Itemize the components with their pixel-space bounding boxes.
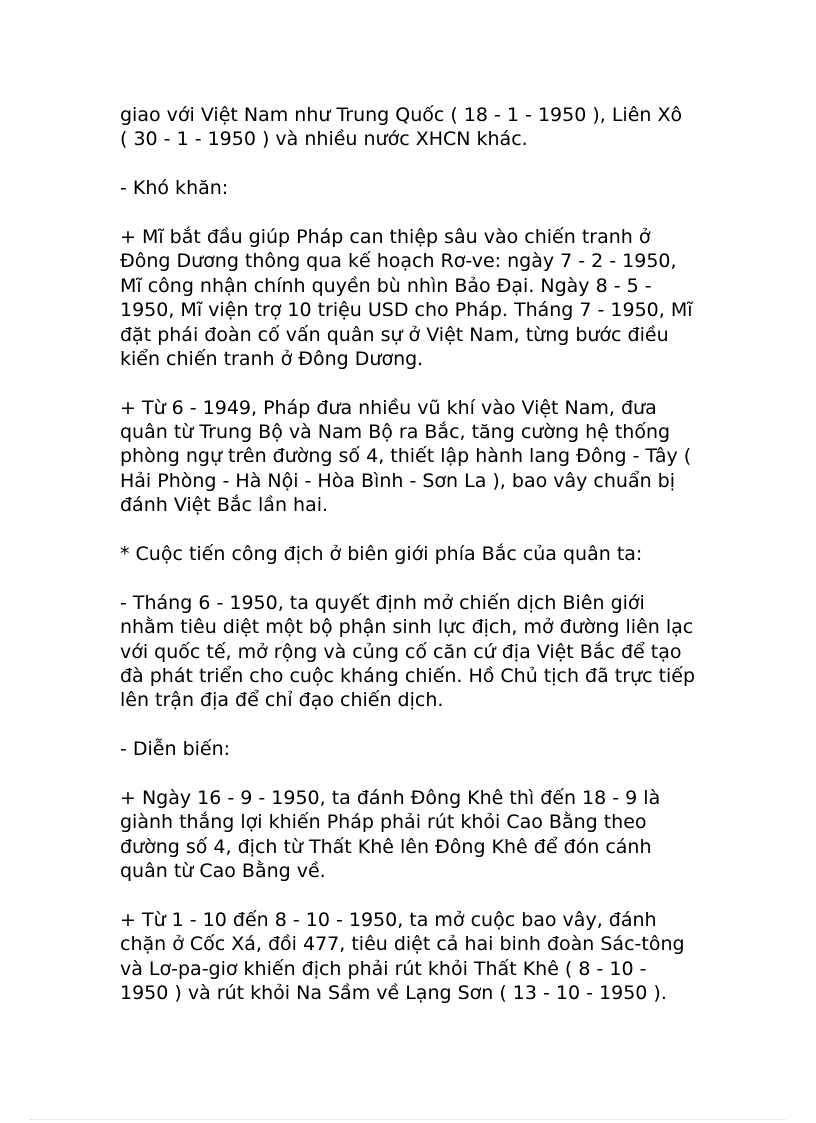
paragraph-spacer bbox=[120, 566, 710, 590]
text-line: phòng ngự trên đường số 4, thiết lập hành lang Đông - Tây ( bbox=[120, 445, 692, 468]
text-line: quân từ Trung Bộ và Nam Bộ ra Bắc, tăng cường hệ thống bbox=[120, 421, 671, 444]
intro-paragraph bbox=[120, 103, 710, 152]
text-line: giành thắng lợi khiến Pháp phải rút khỏi Cao Bằng theo bbox=[120, 811, 647, 834]
text-line: + Ngày 16 - 9 - 1950, ta đánh Đông Khê thì đến 18 - 9 là bbox=[120, 786, 661, 809]
text-line: đánh Việt Bắc lần hai. bbox=[120, 494, 329, 517]
french-buildup-paragraph bbox=[120, 396, 710, 518]
us-intervention-paragraph bbox=[120, 225, 710, 371]
page-bottom-divider bbox=[30, 1119, 786, 1120]
text-line: nhằm tiêu diệt một bộ phận sinh lực địch, mở đường liên lạc bbox=[120, 616, 694, 639]
text-line: quân từ Cao Bằng về. bbox=[120, 860, 326, 883]
text-line: 1950, Mĩ viện trợ 10 triệu USD cho Pháp. Tháng 7 - 1950, Mĩ bbox=[120, 299, 693, 322]
text-line: + Từ 1 - 10 đến 8 - 10 - 1950, ta mở cuộc bao vây, đánh bbox=[120, 908, 657, 931]
text-line: Hải Phòng - Hà Nội - Hòa Bình - Sơn La ), bao vây chuẩn bị bbox=[120, 469, 676, 492]
text-line: chặn ở Cốc Xá, đồi 477, tiêu diệt cả hai binh đoàn Sác-tông bbox=[120, 933, 685, 956]
text-line: đặt phái đoàn cố vấn quân sự ở Việt Nam, từng bước điều bbox=[120, 323, 669, 346]
paragraph-spacer bbox=[120, 884, 710, 908]
text-line: - Diễn biến: bbox=[120, 738, 231, 761]
text-line: kiển chiến tranh ở Đông Dương. bbox=[120, 347, 424, 370]
paragraph-spacer bbox=[120, 762, 710, 786]
coc-xa-paragraph bbox=[120, 908, 710, 1006]
paragraph-spacer bbox=[120, 713, 710, 737]
text-line: Mĩ công nhận chính quyền bù nhìn Bảo Đại. Ngày 8 - 5 - bbox=[120, 274, 652, 297]
difficulty-heading bbox=[120, 176, 710, 200]
text-line: và Lơ-pa-giơ khiến địch phải rút khỏi Thất Khê ( 8 - 10 - bbox=[120, 957, 647, 980]
border-campaign-heading bbox=[120, 542, 710, 566]
document-body bbox=[120, 103, 710, 1005]
text-line: Đông Dương thông qua kế hoạch Rơ-ve: ngày 7 - 2 - 1950, bbox=[120, 250, 677, 273]
text-line: đường số 4, địch từ Thất Khê lên Đông Khê để đón cánh bbox=[120, 835, 652, 858]
text-line: - Khó khăn: bbox=[120, 177, 229, 200]
text-line: lên trận địa để chỉ đạo chiến dịch. bbox=[120, 689, 444, 712]
paragraph-spacer bbox=[120, 152, 710, 176]
text-line: - Tháng 6 - 1950, ta quyết định mở chiến dịch Biên giới bbox=[120, 591, 645, 614]
text-line: giao với Việt Nam như Trung Quốc ( 18 - 1 - 1950 ), Liên Xô bbox=[120, 104, 683, 126]
dong-khe-paragraph bbox=[120, 786, 710, 884]
text-line: + Từ 6 - 1949, Pháp đưa nhiều vũ khí vào Việt Nam, đưa bbox=[120, 396, 657, 419]
campaign-decision-paragraph bbox=[120, 591, 710, 713]
text-line: đà phát triển cho cuộc kháng chiến. Hồ Chủ tịch đã trực tiếp bbox=[120, 664, 696, 687]
developments-heading bbox=[120, 737, 710, 761]
paragraph-spacer bbox=[120, 371, 710, 395]
text-line: 1950 ) và rút khỏi Na Sầm về Lạng Sơn ( 13 - 10 - 1950 ). bbox=[120, 982, 667, 1005]
paragraph-spacer bbox=[120, 201, 710, 225]
text-line: ( 30 - 1 - 1950 ) và nhiều nước XHCN khác. bbox=[120, 128, 528, 151]
text-line: + Mĩ bắt đầu giúp Pháp can thiệp sâu vào chiến tranh ở bbox=[120, 225, 651, 248]
text-line: với quốc tế, mở rộng và củng cố căn cứ địa Việt Bắc để tạo bbox=[120, 640, 682, 663]
paragraph-spacer bbox=[120, 518, 710, 542]
text-line: * Cuộc tiến công địch ở biên giới phía Bắc của quân ta: bbox=[120, 543, 643, 566]
